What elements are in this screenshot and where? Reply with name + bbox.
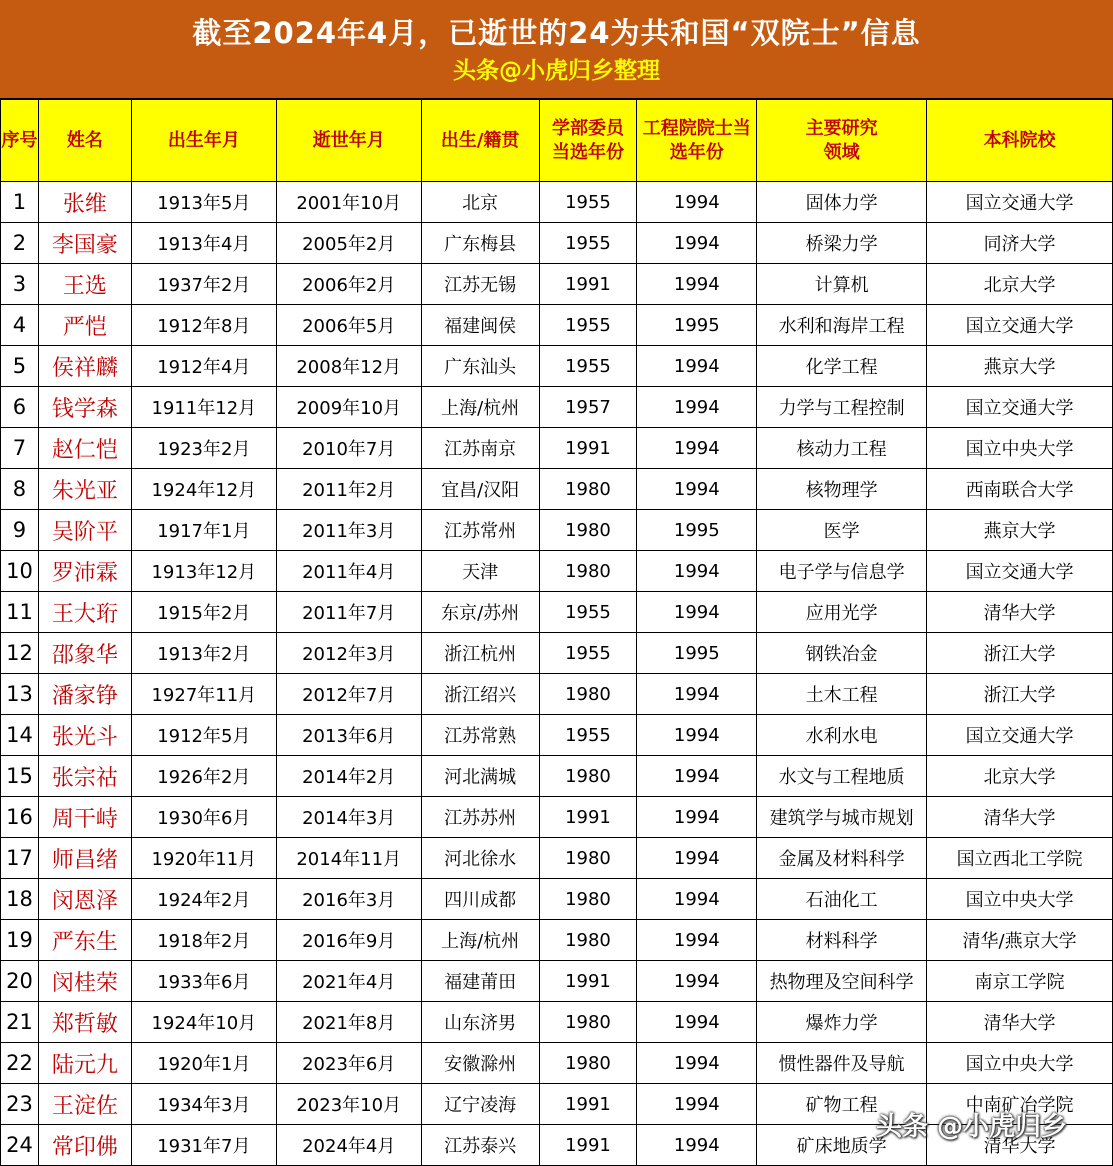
row-index: 3 — [1, 264, 39, 305]
row-field: 爆炸力学 — [757, 1002, 927, 1043]
row-cae-year: 1994 — [637, 551, 757, 592]
row-cas-year: 1980 — [539, 674, 637, 715]
row-death: 2001年10月 — [276, 182, 421, 223]
row-cae-year: 1994 — [637, 264, 757, 305]
row-cae-year: 1994 — [637, 223, 757, 264]
row-university: 浙江大学 — [927, 674, 1113, 715]
table-row — [1, 510, 1113, 551]
row-birth: 1927年11月 — [131, 674, 276, 715]
row-field: 桥梁力学 — [757, 223, 927, 264]
row-university: 南京工学院 — [927, 961, 1113, 1002]
page-subtitle: 头条@小虎归乡整理 — [453, 58, 660, 84]
row-name: 闵桂荣 — [38, 961, 131, 1002]
table-row — [1, 264, 1113, 305]
row-name: 郑哲敏 — [38, 1002, 131, 1043]
row-field: 钢铁冶金 — [757, 633, 927, 674]
table-row — [1, 1043, 1113, 1084]
row-cae-year: 1994 — [637, 756, 757, 797]
row-cae-year: 1995 — [637, 633, 757, 674]
row-cas-year: 1980 — [539, 469, 637, 510]
row-index: 11 — [1, 592, 39, 633]
row-university: 国立中央大学 — [927, 879, 1113, 920]
row-birth: 1913年2月 — [131, 633, 276, 674]
row-field: 石油化工 — [757, 879, 927, 920]
row-birth: 1912年4月 — [131, 346, 276, 387]
row-cae-year: 1994 — [637, 428, 757, 469]
row-field: 核物理学 — [757, 469, 927, 510]
row-cae-year: 1994 — [637, 1125, 757, 1166]
row-origin: 江苏无锡 — [421, 264, 539, 305]
row-university: 国立中央大学 — [927, 428, 1113, 469]
header-field: 主要研究领域 — [757, 100, 927, 182]
table-row — [1, 715, 1113, 756]
row-death: 2023年10月 — [276, 1084, 421, 1125]
table-row — [1, 428, 1113, 469]
row-cas-year: 1980 — [539, 1002, 637, 1043]
row-university: 国立交通大学 — [927, 182, 1113, 223]
row-name: 周干峙 — [38, 797, 131, 838]
table-row — [1, 633, 1113, 674]
row-birth: 1912年5月 — [131, 715, 276, 756]
row-cas-year: 1991 — [539, 797, 637, 838]
table-row — [1, 551, 1113, 592]
row-university: 国立中央大学 — [927, 1043, 1113, 1084]
row-index: 9 — [1, 510, 39, 551]
row-birth: 1913年5月 — [131, 182, 276, 223]
row-cae-year: 1994 — [637, 920, 757, 961]
row-origin: 北京 — [421, 182, 539, 223]
row-field: 电子学与信息学 — [757, 551, 927, 592]
table-row — [1, 961, 1113, 1002]
row-birth: 1933年6月 — [131, 961, 276, 1002]
row-university: 清华大学 — [927, 797, 1113, 838]
row-index: 21 — [1, 1002, 39, 1043]
row-death: 2006年5月 — [276, 305, 421, 346]
row-name: 李国豪 — [38, 223, 131, 264]
row-university: 北京大学 — [927, 756, 1113, 797]
row-index: 6 — [1, 387, 39, 428]
row-name: 闵恩泽 — [38, 879, 131, 920]
row-cas-year: 1980 — [539, 510, 637, 551]
row-cas-year: 1991 — [539, 428, 637, 469]
row-death: 2005年2月 — [276, 223, 421, 264]
row-birth: 1937年2月 — [131, 264, 276, 305]
row-cas-year: 1955 — [539, 633, 637, 674]
row-cas-year: 1957 — [539, 387, 637, 428]
row-origin: 江苏泰兴 — [421, 1125, 539, 1166]
row-index: 15 — [1, 756, 39, 797]
row-name: 张光斗 — [38, 715, 131, 756]
row-death: 2014年11月 — [276, 838, 421, 879]
row-index: 24 — [1, 1125, 39, 1166]
row-cas-year: 1991 — [539, 1084, 637, 1125]
row-origin: 天津 — [421, 551, 539, 592]
watermark: 头条 @小虎归乡 — [876, 1112, 1068, 1142]
row-university: 清华大学 — [927, 1002, 1113, 1043]
row-university: 同济大学 — [927, 223, 1113, 264]
row-name: 钱学森 — [38, 387, 131, 428]
row-origin: 江苏常州 — [421, 510, 539, 551]
row-origin: 山东济男 — [421, 1002, 539, 1043]
row-birth: 1926年2月 — [131, 756, 276, 797]
row-cae-year: 1994 — [637, 1043, 757, 1084]
row-name: 罗沛霖 — [38, 551, 131, 592]
row-field: 水利水电 — [757, 715, 927, 756]
table-row — [1, 920, 1113, 961]
row-name: 赵仁恺 — [38, 428, 131, 469]
row-university: 燕京大学 — [927, 346, 1113, 387]
row-birth: 1934年3月 — [131, 1084, 276, 1125]
table-row — [1, 797, 1113, 838]
row-cae-year: 1994 — [637, 797, 757, 838]
row-birth: 1912年8月 — [131, 305, 276, 346]
title-banner — [0, 0, 1113, 99]
row-cas-year: 1955 — [539, 305, 637, 346]
row-birth: 1924年2月 — [131, 879, 276, 920]
row-cae-year: 1994 — [637, 469, 757, 510]
table-row — [1, 838, 1113, 879]
row-field: 医学 — [757, 510, 927, 551]
row-cas-year: 1991 — [539, 264, 637, 305]
row-origin: 江苏苏州 — [421, 797, 539, 838]
row-cae-year: 1994 — [637, 961, 757, 1002]
table-row — [1, 674, 1113, 715]
row-university: 国立交通大学 — [927, 387, 1113, 428]
row-name: 陆元九 — [38, 1043, 131, 1084]
row-field: 矿物工程 — [757, 1084, 927, 1125]
row-index: 8 — [1, 469, 39, 510]
header-origin: 出生/籍贯 — [421, 100, 539, 182]
table-row — [1, 182, 1113, 223]
row-cae-year: 1995 — [637, 305, 757, 346]
row-cas-year: 1955 — [539, 592, 637, 633]
row-death: 2006年2月 — [276, 264, 421, 305]
table-row — [1, 1002, 1113, 1043]
row-field: 水文与工程地质 — [757, 756, 927, 797]
row-birth: 1930年6月 — [131, 797, 276, 838]
row-cae-year: 1995 — [637, 510, 757, 551]
row-index: 10 — [1, 551, 39, 592]
row-university: 北京大学 — [927, 264, 1113, 305]
row-cae-year: 1994 — [637, 346, 757, 387]
row-origin: 江苏南京 — [421, 428, 539, 469]
row-university: 清华/燕京大学 — [927, 920, 1113, 961]
row-cae-year: 1994 — [637, 838, 757, 879]
row-index: 18 — [1, 879, 39, 920]
row-name: 朱光亚 — [38, 469, 131, 510]
row-name: 潘家铮 — [38, 674, 131, 715]
table-row — [1, 469, 1113, 510]
row-birth: 1920年11月 — [131, 838, 276, 879]
row-index: 14 — [1, 715, 39, 756]
table-row — [1, 879, 1113, 920]
row-index: 16 — [1, 797, 39, 838]
row-university: 中南矿冶学院 — [927, 1084, 1113, 1125]
row-origin: 浙江绍兴 — [421, 674, 539, 715]
header-university: 本科院校 — [927, 100, 1113, 182]
row-name: 张维 — [38, 182, 131, 223]
row-index: 4 — [1, 305, 39, 346]
row-cas-year: 1980 — [539, 838, 637, 879]
row-field: 水利和海岸工程 — [757, 305, 927, 346]
row-university: 国立交通大学 — [927, 551, 1113, 592]
header-index: 序号 — [1, 100, 39, 182]
row-field: 热物理及空间科学 — [757, 961, 927, 1002]
row-cas-year: 1980 — [539, 879, 637, 920]
row-birth: 1918年2月 — [131, 920, 276, 961]
row-origin: 福建闽侯 — [421, 305, 539, 346]
row-field: 应用光学 — [757, 592, 927, 633]
row-death: 2013年6月 — [276, 715, 421, 756]
row-index: 19 — [1, 920, 39, 961]
row-origin: 宜昌/汉阳 — [421, 469, 539, 510]
row-index: 1 — [1, 182, 39, 223]
row-cae-year: 1994 — [637, 879, 757, 920]
row-origin: 辽宁凌海 — [421, 1084, 539, 1125]
row-cas-year: 1980 — [539, 1043, 637, 1084]
row-cas-year: 1991 — [539, 1125, 637, 1166]
row-origin: 安徽滁州 — [421, 1043, 539, 1084]
table-row — [1, 223, 1113, 264]
row-origin: 上海/杭州 — [421, 387, 539, 428]
row-birth: 1911年12月 — [131, 387, 276, 428]
header-cae-year: 工程院院士当选年份 — [637, 100, 757, 182]
table-row — [1, 387, 1113, 428]
row-university: 西南联合大学 — [927, 469, 1113, 510]
page-title: 截至2024年4月，已逝世的24为共和国“双院士”信息 — [192, 16, 921, 50]
row-name: 王淀佐 — [38, 1084, 131, 1125]
row-origin: 福建莆田 — [421, 961, 539, 1002]
row-field: 计算机 — [757, 264, 927, 305]
row-name: 张宗祜 — [38, 756, 131, 797]
row-index: 20 — [1, 961, 39, 1002]
row-cae-year: 1994 — [637, 592, 757, 633]
row-name: 王大珩 — [38, 592, 131, 633]
row-origin: 四川成都 — [421, 879, 539, 920]
row-origin: 河北满城 — [421, 756, 539, 797]
row-field: 固体力学 — [757, 182, 927, 223]
row-cas-year: 1980 — [539, 920, 637, 961]
row-death: 2023年6月 — [276, 1043, 421, 1084]
row-field: 金属及材料科学 — [757, 838, 927, 879]
row-index: 13 — [1, 674, 39, 715]
row-university: 清华大学 — [927, 592, 1113, 633]
row-birth: 1920年1月 — [131, 1043, 276, 1084]
row-name: 严东生 — [38, 920, 131, 961]
row-index: 23 — [1, 1084, 39, 1125]
row-birth: 1924年12月 — [131, 469, 276, 510]
row-name: 王选 — [38, 264, 131, 305]
row-death: 2021年8月 — [276, 1002, 421, 1043]
row-field: 建筑学与城市规划 — [757, 797, 927, 838]
row-origin: 江苏常熟 — [421, 715, 539, 756]
header-death: 逝世年月 — [276, 100, 421, 182]
row-death: 2021年4月 — [276, 961, 421, 1002]
table-header-row — [1, 100, 1113, 182]
row-cae-year: 1994 — [637, 715, 757, 756]
row-origin: 上海/杭州 — [421, 920, 539, 961]
row-name: 侯祥麟 — [38, 346, 131, 387]
row-death: 2011年3月 — [276, 510, 421, 551]
row-death: 2016年3月 — [276, 879, 421, 920]
row-name: 师昌绪 — [38, 838, 131, 879]
table-row — [1, 756, 1113, 797]
row-cas-year: 1980 — [539, 756, 637, 797]
row-university: 燕京大学 — [927, 510, 1113, 551]
row-origin: 广东梅县 — [421, 223, 539, 264]
row-cas-year: 1955 — [539, 182, 637, 223]
row-index: 17 — [1, 838, 39, 879]
row-death: 2010年7月 — [276, 428, 421, 469]
academicians-table — [0, 99, 1113, 1166]
row-index: 5 — [1, 346, 39, 387]
row-university: 国立交通大学 — [927, 715, 1113, 756]
row-death: 2011年2月 — [276, 469, 421, 510]
table-row — [1, 592, 1113, 633]
header-name: 姓名 — [38, 100, 131, 182]
row-death: 2011年4月 — [276, 551, 421, 592]
row-death: 2024年4月 — [276, 1125, 421, 1166]
row-cas-year: 1955 — [539, 715, 637, 756]
row-field: 惯性器件及导航 — [757, 1043, 927, 1084]
row-name: 常印佛 — [38, 1125, 131, 1166]
row-birth: 1913年12月 — [131, 551, 276, 592]
row-name: 邵象华 — [38, 633, 131, 674]
row-name: 严恺 — [38, 305, 131, 346]
row-field: 矿床地质学 — [757, 1125, 927, 1166]
table-row — [1, 346, 1113, 387]
row-death: 2008年12月 — [276, 346, 421, 387]
row-birth: 1915年2月 — [131, 592, 276, 633]
row-cas-year: 1980 — [539, 551, 637, 592]
row-field: 核动力工程 — [757, 428, 927, 469]
row-death: 2009年10月 — [276, 387, 421, 428]
row-cas-year: 1955 — [539, 346, 637, 387]
row-cae-year: 1994 — [637, 674, 757, 715]
row-death: 2016年9月 — [276, 920, 421, 961]
row-origin: 广东汕头 — [421, 346, 539, 387]
row-cae-year: 1994 — [637, 387, 757, 428]
row-cae-year: 1994 — [637, 1084, 757, 1125]
row-death: 2011年7月 — [276, 592, 421, 633]
row-cas-year: 1991 — [539, 961, 637, 1002]
row-index: 7 — [1, 428, 39, 469]
row-origin: 浙江杭州 — [421, 633, 539, 674]
row-cae-year: 1994 — [637, 1002, 757, 1043]
row-origin: 东京/苏州 — [421, 592, 539, 633]
row-field: 力学与工程控制 — [757, 387, 927, 428]
row-cas-year: 1955 — [539, 223, 637, 264]
row-origin: 河北徐水 — [421, 838, 539, 879]
row-death: 2012年3月 — [276, 633, 421, 674]
row-death: 2014年2月 — [276, 756, 421, 797]
row-field: 土木工程 — [757, 674, 927, 715]
row-field: 材料科学 — [757, 920, 927, 961]
header-cas-year: 学部委员当选年份 — [539, 100, 637, 182]
row-index: 22 — [1, 1043, 39, 1084]
row-index: 2 — [1, 223, 39, 264]
row-birth: 1913年4月 — [131, 223, 276, 264]
row-birth: 1924年10月 — [131, 1002, 276, 1043]
row-university: 清华大学 — [927, 1125, 1113, 1166]
row-cae-year: 1994 — [637, 182, 757, 223]
row-birth: 1931年7月 — [131, 1125, 276, 1166]
row-death: 2014年3月 — [276, 797, 421, 838]
row-university: 国立交通大学 — [927, 305, 1113, 346]
row-birth: 1917年1月 — [131, 510, 276, 551]
row-field: 化学工程 — [757, 346, 927, 387]
table-row — [1, 305, 1113, 346]
row-birth: 1923年2月 — [131, 428, 276, 469]
row-name: 吴阶平 — [38, 510, 131, 551]
row-university: 国立西北工学院 — [927, 838, 1113, 879]
row-index: 12 — [1, 633, 39, 674]
header-birth: 出生年月 — [131, 100, 276, 182]
row-death: 2012年7月 — [276, 674, 421, 715]
row-university: 浙江大学 — [927, 633, 1113, 674]
